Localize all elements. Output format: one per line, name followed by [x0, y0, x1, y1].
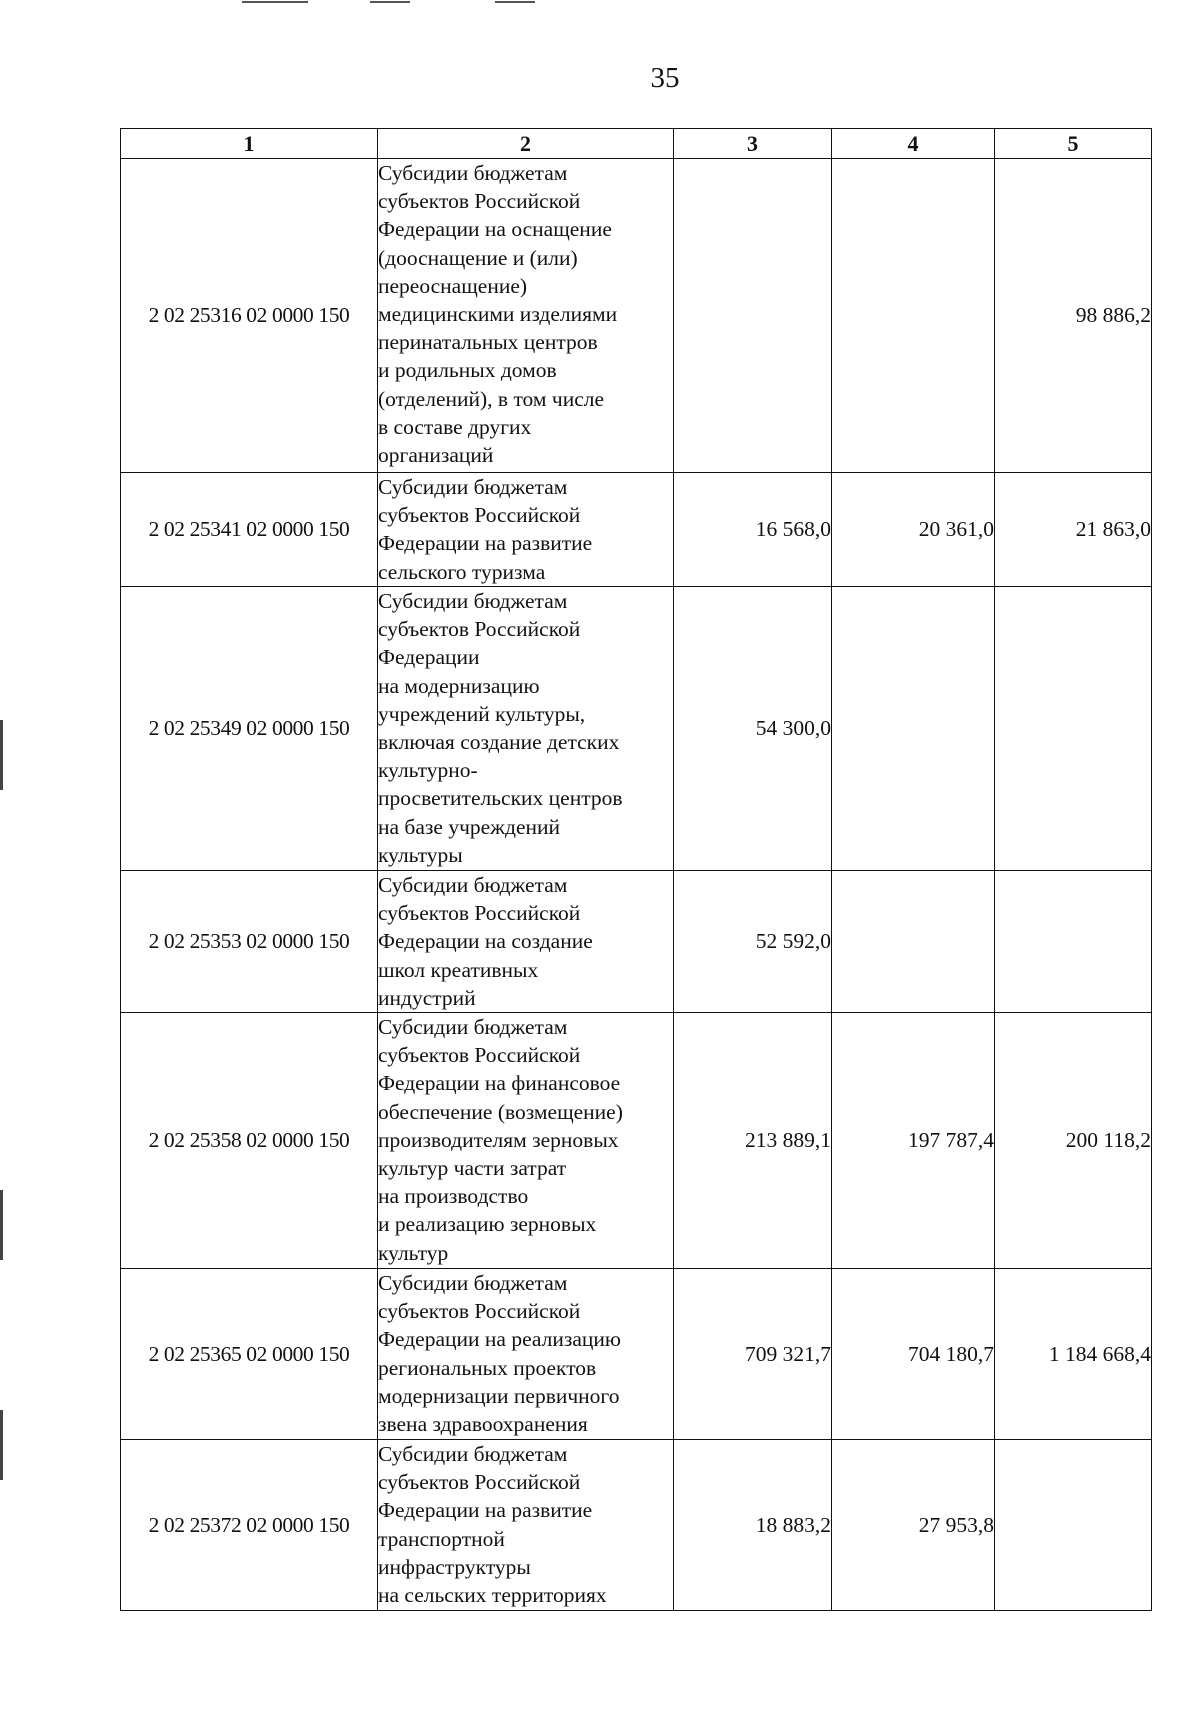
scan-margin-mark	[0, 720, 3, 790]
description-line: модернизации первичного	[378, 1383, 620, 1408]
header-col-2: 2	[378, 129, 674, 159]
row-description	[378, 1440, 674, 1611]
row-description	[378, 159, 674, 473]
description-line: производителям зерновых	[378, 1127, 619, 1152]
amount-col-3: 54 300,0	[674, 587, 832, 871]
scan-margin-mark	[0, 1190, 3, 1260]
description-line: Федерации на оснащение	[378, 217, 612, 242]
description-line: Федерации на финансовое	[378, 1071, 621, 1096]
page-number: 35	[650, 62, 680, 94]
description-line: (дооснащение и (или)	[378, 245, 578, 270]
budget-code: 2 02 25349 02 0000 150	[121, 587, 378, 871]
description-line: субъектов Российской	[378, 617, 581, 642]
table-row	[121, 1269, 1152, 1440]
description-line: Субсидии бюджетам	[378, 1442, 568, 1467]
description-line: и родильных домов	[378, 358, 557, 383]
description-line: медицинскими изделиями	[378, 302, 618, 327]
description-line: Субсидии бюджетам	[378, 1015, 568, 1040]
table-row	[121, 1013, 1152, 1269]
budget-code: 2 02 25316 02 0000 150	[121, 159, 378, 473]
amount-col-4: 704 180,7	[832, 1269, 995, 1440]
amount-col-3: 52 592,0	[674, 871, 832, 1013]
description-line: культур части затрат	[378, 1156, 567, 1181]
description-line: на модернизацию	[378, 673, 540, 698]
budget-code: 2 02 25353 02 0000 150	[121, 871, 378, 1013]
description-line: Субсидии бюджетам	[378, 1271, 568, 1296]
description-line: субъектов Российской	[378, 189, 581, 214]
description-line: обеспечение (возмещение)	[378, 1099, 623, 1124]
header-col-3: 3	[674, 129, 832, 159]
budget-table	[120, 128, 1152, 1611]
description-line: (отделений), в том числе	[378, 386, 605, 411]
budget-code: 2 02 25358 02 0000 150	[121, 1013, 378, 1269]
description-line: организаций	[378, 443, 494, 468]
description-line: субъектов Российской	[378, 1470, 581, 1495]
table-row	[121, 871, 1152, 1013]
description-line: индустрий	[378, 985, 476, 1010]
amount-col-5	[995, 587, 1152, 871]
header-col-1: 1	[121, 129, 378, 159]
table-row	[121, 1440, 1152, 1611]
description-line: инфраструктуры	[378, 1554, 531, 1579]
description-line: сельского туризма	[378, 559, 546, 584]
description-line: субъектов Российской	[378, 1299, 581, 1324]
amount-col-3	[674, 159, 832, 473]
amount-col-4: 197 787,4	[832, 1013, 995, 1269]
description-line: Федерации на реализацию	[378, 1327, 621, 1352]
description-line: на сельских территориях	[378, 1583, 607, 1608]
budget-code: 2 02 25341 02 0000 150	[121, 473, 378, 587]
description-line: субъектов Российской	[378, 1043, 581, 1068]
description-line: учреждений культуры,	[378, 701, 586, 726]
description-line: Субсидии бюджетам	[378, 873, 568, 897]
description-line: перинатальных центров	[378, 330, 598, 355]
description-line: звена здравоохранения	[378, 1412, 588, 1437]
amount-col-3: 709 321,7	[674, 1269, 832, 1440]
budget-code: 2 02 25365 02 0000 150	[121, 1269, 378, 1440]
description-line: Федерации на создание	[378, 929, 593, 954]
amount-col-5: 1 184 668,4	[995, 1269, 1152, 1440]
amount-col-4	[832, 587, 995, 871]
description-line: и реализацию зерновых	[378, 1212, 597, 1237]
amount-col-4: 27 953,8	[832, 1440, 995, 1611]
description-line: Федерации на развитие	[378, 1498, 593, 1523]
description-line: культуры	[378, 842, 463, 867]
scan-artifact-rule	[495, 1, 535, 3]
budget-code: 2 02 25372 02 0000 150	[121, 1440, 378, 1611]
description-line: на производство	[378, 1184, 529, 1209]
description-line: на базе учреждений	[378, 814, 561, 839]
description-line: школ креативных	[378, 957, 539, 982]
description-line: просветительских центров	[378, 786, 623, 811]
amount-col-3: 213 889,1	[674, 1013, 832, 1269]
table-row	[121, 587, 1152, 871]
row-description	[378, 1013, 674, 1269]
description-line: региональных проектов	[378, 1355, 597, 1380]
description-line: культур	[378, 1240, 449, 1265]
row-description	[378, 473, 674, 587]
amount-col-5: 98 886,2	[995, 159, 1152, 473]
description-line: транспортной	[378, 1526, 505, 1551]
amount-col-5	[995, 871, 1152, 1013]
description-line: Федерации	[378, 645, 480, 670]
scan-artifact-rule	[242, 1, 308, 3]
row-description	[378, 587, 674, 871]
table-row	[121, 159, 1152, 473]
description-line: Субсидии бюджетам	[378, 475, 568, 499]
description-line: включая создание детских	[378, 730, 620, 755]
header-col-5: 5	[995, 129, 1152, 159]
amount-col-5: 200 118,2	[995, 1013, 1152, 1269]
header-row	[121, 129, 1152, 159]
table-row	[121, 473, 1152, 587]
description-line: субъектов Российской	[378, 901, 581, 926]
row-description	[378, 871, 674, 1013]
description-line: Федерации на развитие	[378, 531, 593, 556]
amount-col-3: 16 568,0	[674, 473, 832, 587]
amount-col-4	[832, 871, 995, 1013]
amount-col-5: 21 863,0	[995, 473, 1152, 587]
description-line: культурно-	[378, 758, 478, 783]
amount-col-4: 20 361,0	[832, 473, 995, 587]
description-line: в составе других	[378, 414, 532, 439]
row-description	[378, 1269, 674, 1440]
description-line: субъектов Российской	[378, 503, 581, 528]
header-col-4: 4	[832, 129, 995, 159]
scan-artifact-rule	[370, 1, 410, 3]
description-line: Субсидии бюджетам	[378, 589, 568, 613]
description-line: Субсидии бюджетам	[378, 161, 568, 185]
description-line: переоснащение)	[378, 273, 528, 298]
scan-margin-mark	[0, 1410, 3, 1480]
amount-col-3: 18 883,2	[674, 1440, 832, 1611]
amount-col-5	[995, 1440, 1152, 1611]
amount-col-4	[832, 159, 995, 473]
